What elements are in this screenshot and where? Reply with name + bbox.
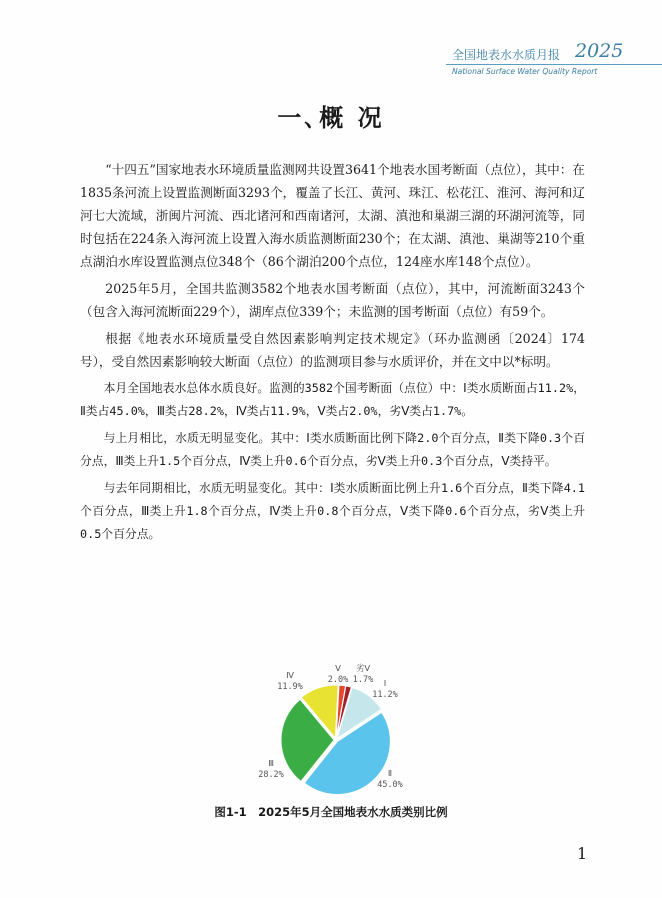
pie-category-label: Ⅲ	[268, 759, 274, 769]
pie-value-label: 2.0%	[327, 675, 349, 685]
water-quality-pie-chart	[252, 656, 418, 800]
report-header	[452, 40, 662, 80]
header-title: 全国地表水水质月报	[452, 48, 561, 62]
pie-category-label: Ⅱ	[387, 769, 393, 779]
body-text	[80, 158, 585, 550]
section-title: 一､概 况	[277, 104, 385, 132]
pie-value-label: 28.2%	[258, 770, 284, 780]
pie-value-label: 11.9%	[277, 682, 303, 692]
pie-value-label: 45.0%	[377, 780, 403, 790]
paragraph-overall-quality: 本月全国地表水总体水质良好。监测的3582个国考断面（点位）中：Ⅰ类水质断面占11.2%，Ⅱ类占45.0%，Ⅲ类占28.2%，Ⅳ类占11.9%，Ⅴ类占2.0%，劣Ⅴ类占1.7%。	[80, 381, 585, 418]
figure-caption: 图1-1 2025年5月全国地表水水质类别比例	[214, 805, 448, 819]
pie-svg	[252, 656, 418, 800]
header-rule	[446, 64, 662, 65]
pie-value-label: 1.7%	[352, 675, 374, 685]
paragraph-monitoring-network: “十四五”国家地表水环境质量监测网共设置3641个地表水国考断面（点位），其中：在1835条河流上设置监测断面3293个，覆盖了长江、黄河、珠江、松花江、淮河、海河和辽河七大流域，浙闽片河流、西北诸河和西南诸河，太湖、滇池和巢湖三湖的环湖河流等，同时包括在224条入海河流上设置入海水质监测断面230个；在太湖、滇池、巢湖等210个重点湖泊水库设置监测点位348个（86个湖泊200个点位，124座水库148个点位）。	[80, 162, 585, 269]
page-number: 1	[577, 844, 588, 863]
pie-value-label: 11.2%	[372, 690, 398, 700]
paragraph-year-comparison: 与去年同期相比，水质无明显变化。其中：Ⅰ类水质断面比例上升1.6个百分点，Ⅱ类下降4.1个百分点，Ⅲ类上升1.8个百分点，Ⅳ类上升0.8个百分点，Ⅴ类下降0.6个百分点，劣Ⅴ类上升0.5个百分点。	[80, 481, 585, 541]
pie-category-label: Ⅳ	[286, 671, 294, 681]
paragraph-may-monitoring: 2025年5月，全国共监测3582个地表水国考断面（点位），其中，河流断面3243个（包含入海河流断面229个），湖库点位339个；未监测的国考断面（点位）有59个。	[80, 281, 585, 319]
pie-category-label: Ⅴ	[335, 664, 341, 674]
paragraph-natural-factors: 根据《地表水环境质量受自然因素影响判定技术规定》（环办监测函〔2024〕174号），受自然因素影响较大断面（点位）的监测项目参与水质评价，并在文中以*标明。	[80, 331, 585, 369]
pie-category-label: 劣Ⅴ	[355, 664, 371, 674]
paragraph-month-comparison: 与上月相比，水质无明显变化。其中：Ⅰ类水质断面比例下降2.0个百分点，Ⅱ类下降0.3个百分点，Ⅲ类上升1.5个百分点，Ⅳ类上升0.6个百分点，劣Ⅴ类上升0.3个百分点，Ⅴ类持平。	[80, 431, 585, 468]
header-year: 2025	[575, 40, 624, 62]
header-subtitle: National Surface Water Quality Report	[452, 67, 598, 76]
pie-category-label: Ⅰ	[383, 679, 387, 689]
